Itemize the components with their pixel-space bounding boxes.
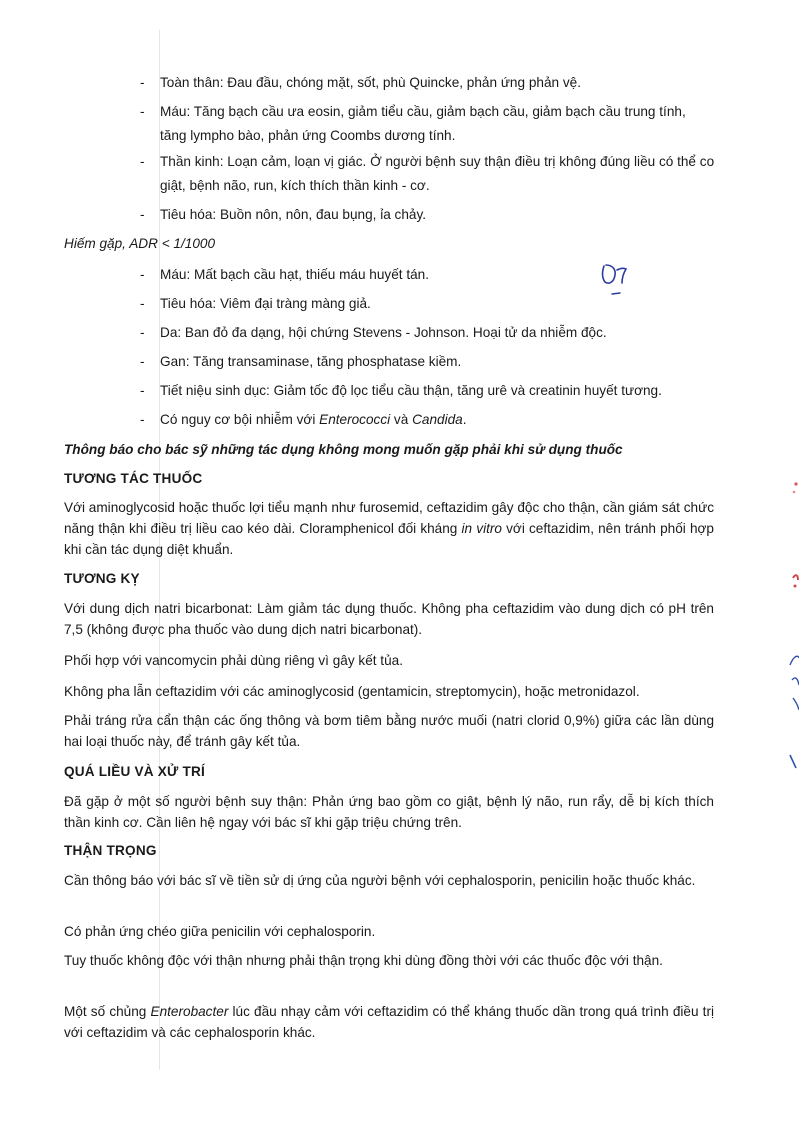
list-item-text: Máu: Mất bạch cầu hạt, thiếu máu huyết tán. xyxy=(160,267,430,282)
incompat-paragraph-4: Phải tráng rửa cẩn thận các ống thông và bơm tiêm bằng nước muối (natri clorid 0,9%) giữa các lần dùng hai loại thuốc này, để tránh gây kết tủa. xyxy=(64,713,714,749)
section-heading-incompatibilities: TƯƠNG KỴ xyxy=(64,571,140,586)
bullet-dash: - xyxy=(140,75,145,90)
overdose-paragraph: Đã gặp ở một số người bệnh suy thận: Phản ứng bao gồm co giật, bệnh lý não, run rẩy, dễ bị kích thích thần kinh cơ. Cần liên hệ ngay với bác sĩ khi gặp triệu chứng trên. xyxy=(64,794,714,830)
incompat-paragraph-3: Không pha lẫn ceftazidim với các aminoglycosid (gentamicin, streptomycin), hoặc metronidazol. xyxy=(64,684,640,699)
caution-paragraph-4: Một số chủng Enterobacter lúc đầu nhạy cảm với ceftazidim có thể kháng thuốc dần trong quá trình điều trị với ceftazidim và các cephalosporin khác. xyxy=(64,1004,715,1040)
list-item-text: Tiêu hóa: Buồn nôn, nôn, đau bụng, ỉa chảy. xyxy=(160,207,427,222)
notice-text: Thông báo cho bác sỹ những tác dụng không mong muốn gặp phải khi sử dụng thuốc xyxy=(64,442,623,457)
bullet-dash: - xyxy=(140,104,145,119)
caution-paragraph-2: Có phản ứng chéo giữa penicilin với cephalosporin. xyxy=(64,924,376,939)
section-heading-interactions: TƯƠNG TÁC THUỐC xyxy=(64,471,203,486)
incompat-paragraph-1: Với dung dịch natri bicarbonat: Làm giảm tác dụng thuốc. Không pha ceftazidim vào dung dịch có pH trên 7,5 (không được pha thuốc vào dung dịch natri bicarbonat). xyxy=(64,601,714,637)
bullet-dash: - xyxy=(140,354,145,369)
list-item-text: Tiêu hóa: Viêm đại tràng màng giả. xyxy=(160,296,371,311)
bullet-dash: - xyxy=(140,296,145,311)
bullet-dash: - xyxy=(140,207,145,222)
caution-paragraph-3: Tuy thuốc không độc với thận nhưng phải thận trọng khi dùng đồng thời với các thuốc độc với thận. xyxy=(64,953,663,968)
bullet-dash: - xyxy=(140,267,145,282)
bullet-dash: - xyxy=(140,412,145,427)
section-heading-caution: THẬN TRỌNG xyxy=(64,843,157,858)
bullet-dash: - xyxy=(140,383,145,398)
caution-paragraph-1: Cần thông báo với bác sĩ về tiền sử dị ứng của người bệnh với cephalosporin, penicilin hoặc thuốc khác. xyxy=(64,873,696,888)
list-item-text: Có nguy cơ bội nhiễm với Enterococci và Candida. xyxy=(160,412,467,427)
incompat-paragraph-2: Phối hợp với vancomycin phải dùng riêng vì gây kết tủa. xyxy=(64,653,403,668)
red-seal-edge-fragment xyxy=(780,470,799,770)
bullet-dash: - xyxy=(140,325,145,340)
handwritten-initials-mark xyxy=(596,258,636,300)
rare-effects-heading: Hiếm gặp, ADR < 1/1000 xyxy=(64,236,215,251)
interactions-paragraph: Với aminoglycosid hoặc thuốc lợi tiểu mạnh như furosemid, ceftazidim gây độc cho thận, cần giám sát chức năng thận khi điều trị liều cao kéo dài. Cloramphenicol đối kháng in vitro với ceftazidim, nên tránh phối hợp khi cần tác dụng diệt khuẩn. xyxy=(64,500,714,557)
list-item-text: Tiết niệu sinh dục: Giảm tốc độ lọc tiểu cầu thận, tăng urê và creatinin huyết tương. xyxy=(160,383,662,398)
list-item-text: Thần kinh: Loạn cảm, loạn vị giác. Ở người bệnh suy thận điều trị không đúng liều có thể co giật, bệnh não, run, kích thích thần kinh - cơ. xyxy=(160,154,715,193)
list-item-text: Máu: Tăng bạch cầu ưa eosin, giảm tiểu cầu, giảm bạch cầu, giảm bạch cầu trung tính, tăng lympho bào, phản ứng Coombs dương tính. xyxy=(160,104,686,143)
section-heading-overdose: QUÁ LIỀU VÀ XỬ TRÍ xyxy=(64,764,206,779)
list-item-text: Toàn thân: Đau đầu, chóng mặt, sốt, phù Quincke, phản ứng phản vệ. xyxy=(160,75,581,90)
bullet-dash: - xyxy=(140,154,145,169)
list-item-text: Gan: Tăng transaminase, tăng phosphatase kiềm. xyxy=(160,354,462,369)
list-item-text: Da: Ban đỏ đa dạng, hội chứng Stevens - Johnson. Hoại tử da nhiễm độc. xyxy=(160,325,607,340)
